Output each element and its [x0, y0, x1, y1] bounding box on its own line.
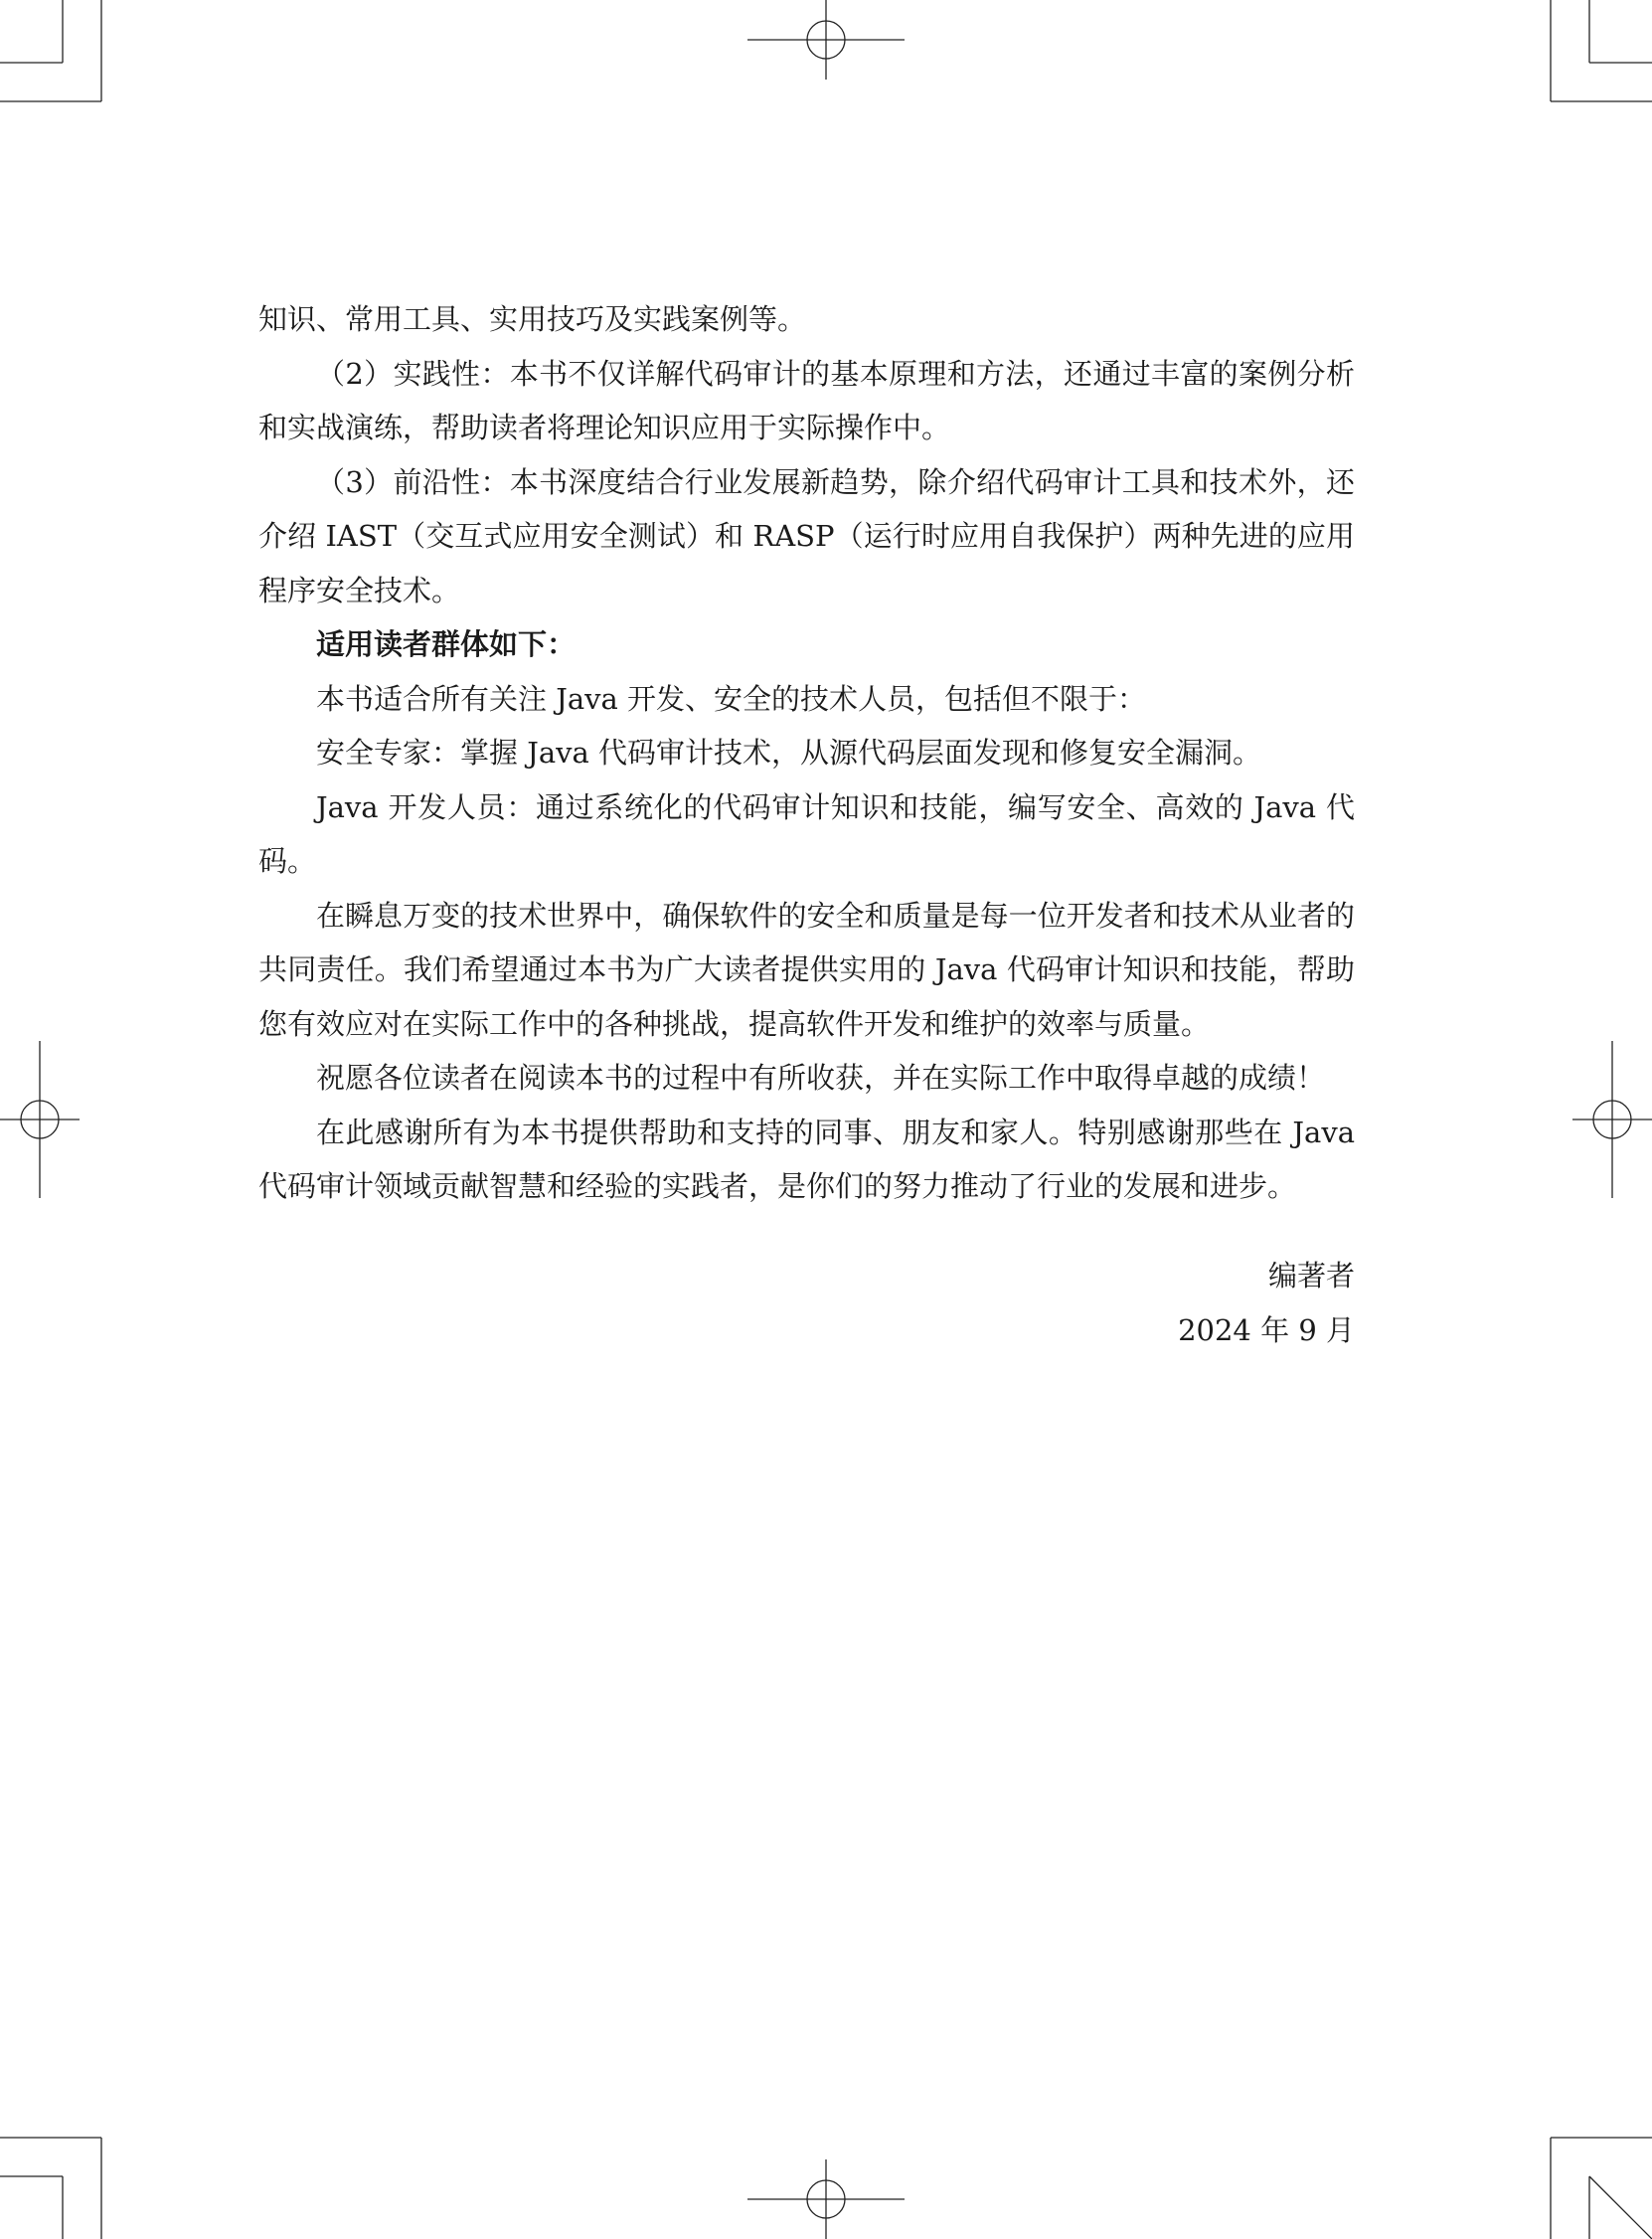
- crop-mark-bottom-right: [1551, 2138, 1652, 2239]
- registration-target-left: [0, 1041, 80, 1198]
- registration-target-top: [747, 0, 905, 80]
- para-responsibility: 在瞬息万变的技术世界中，确保软件的安全和质量是每一位开发者和技术从业者的共同责任。我们希望通过本书为广大读者提供实用的 Java 代码审计知识和技能，帮助您有效应对在实际工作中的各种挑战，提高软件开发和维护的效率与质量。: [258, 898, 1355, 1041]
- registration-target-bottom: [747, 2159, 905, 2239]
- para-frontier: （3）前沿性：本书深度结合行业发展新趋势，除介绍代码审计工具和技术外，还介绍 IAST（交互式应用安全测试）和 RASP（运行时应用自我保护）两种先进的应用程序安全技术。: [258, 464, 1355, 607]
- crop-mark-top-right: [1551, 0, 1652, 101]
- para-audience-intro: 本书适合所有关注 Java 开发、安全的技术人员，包括但不限于：: [316, 681, 1147, 716]
- para-security-experts: 安全专家：掌握 Java 代码审计技术，从源代码层面发现和修复安全漏洞。: [316, 736, 1262, 770]
- signature-block: [1178, 1249, 1355, 1357]
- para-thanks: 在此感谢所有为本书提供帮助和支持的同事、朋友和家人。特别感谢那些在 Java 代码审计领域贡献智慧和经验的实践者，是你们的努力推动了行业的发展和进步。: [258, 1115, 1355, 1203]
- signature-author: 编著者: [1267, 1259, 1355, 1292]
- crop-mark-bottom-left: [0, 2138, 101, 2239]
- para-knowledge-tail: 知识、常用工具、实用技巧及实践案例等。: [258, 302, 807, 336]
- para-practicality: （2）实践性：本书不仅详解代码审计的基本原理和方法，还通过丰富的案例分析和实战演练，帮助读者将理论知识应用于实际操作中。: [258, 356, 1355, 444]
- signature-date: 2024 年 9 月: [1178, 1312, 1355, 1347]
- preface-body: [258, 292, 1355, 1214]
- para-audience-heading: 适用读者群体如下：: [316, 627, 577, 661]
- para-java-developers: Java 开发人员：通过系统化的代码审计知识和技能，编写安全、高效的 Java 代码。: [258, 789, 1355, 878]
- crop-mark-top-left: [0, 0, 101, 101]
- para-wishes: 祝愿各位读者在阅读本书的过程中有所收获，并在实际工作中取得卓越的成绩！: [316, 1061, 1326, 1095]
- registration-target-right: [1572, 1041, 1652, 1198]
